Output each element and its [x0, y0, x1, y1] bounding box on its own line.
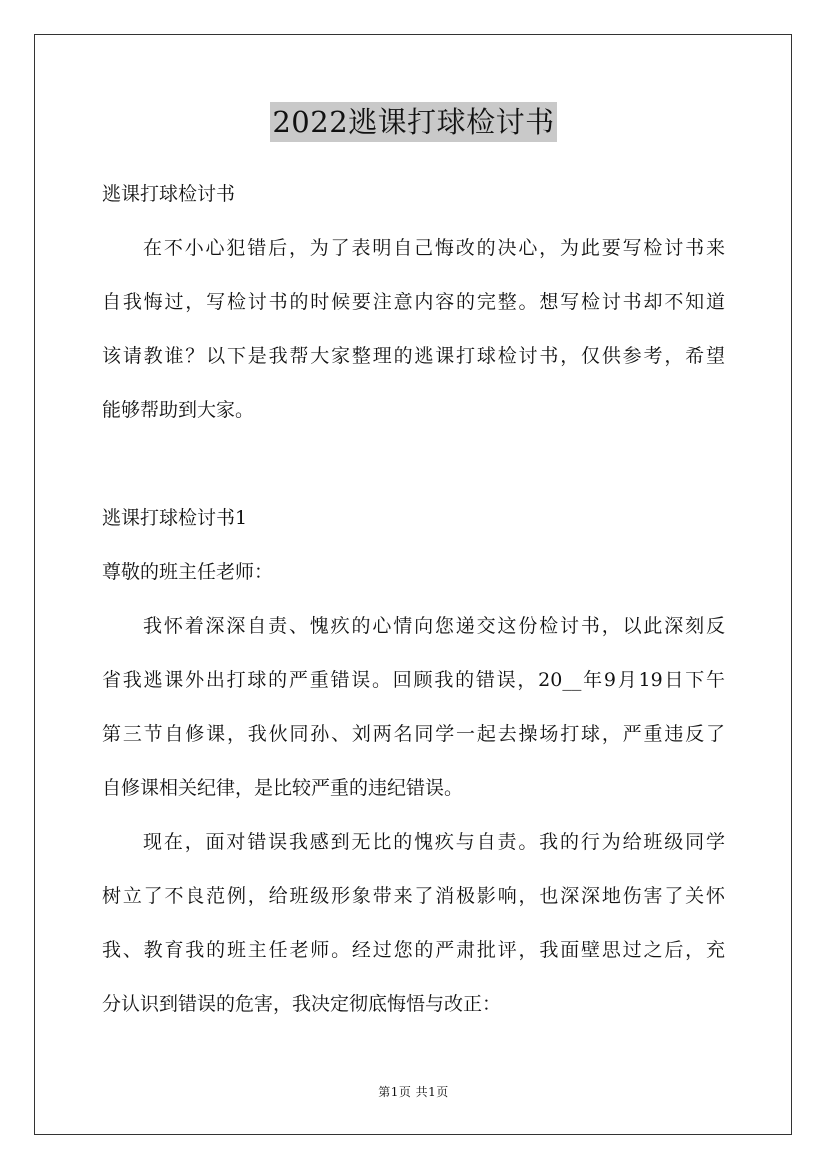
paragraph-line: 分认识到错误的危害，我决定彻底悔悟与改正： [102, 993, 502, 1015]
intro-heading: 逃课打球检讨书 [102, 183, 236, 205]
intro-line: 能够帮助到大家。 [102, 399, 255, 421]
intro-line: 自我悔过，写检讨书的时候要注意内容的完整。想写检讨书却不知道 [102, 291, 725, 313]
salutation: 尊敬的班主任老师： [102, 561, 274, 583]
paragraph-line: 我、教育我的班主任老师。经过您的严肃批评，我面壁思过之后，充 [102, 939, 725, 961]
paragraph-line: 树立了不良范例，给班级形象带来了消极影响，也深深地伤害了关怀 [102, 885, 725, 907]
intro-line: 该请教谁？以下是我帮大家整理的逃课打球检讨书，仅供参考，希望 [102, 345, 725, 367]
document-title [0, 102, 827, 142]
section-heading: 逃课打球检讨书1 [102, 507, 248, 529]
paragraph-line: 自修课相关纪律，是比较严重的违纪错误。 [102, 777, 464, 799]
document-title-text: 2022逃课打球检讨书 [270, 102, 556, 142]
page-footer: 第1页 共1页 [378, 1085, 449, 1099]
intro-line: 在不小心犯错后，为了表明自己悔改的决心，为此要写检讨书来 [143, 237, 725, 259]
paragraph-line: 我怀着深深自责、愧疚的心情向您递交这份检讨书，以此深刻反 [143, 615, 725, 637]
paragraph-line: 现在，面对错误我感到无比的愧疚与自责。我的行为给班级同学 [143, 831, 725, 853]
paragraph-line: 省我逃课外出打球的严重错误。回顾我的错误，20__年9月19日下午 [102, 669, 725, 691]
paragraph-line: 第三节自修课，我伙同孙、刘两名同学一起去操场打球，严重违反了 [102, 723, 725, 745]
